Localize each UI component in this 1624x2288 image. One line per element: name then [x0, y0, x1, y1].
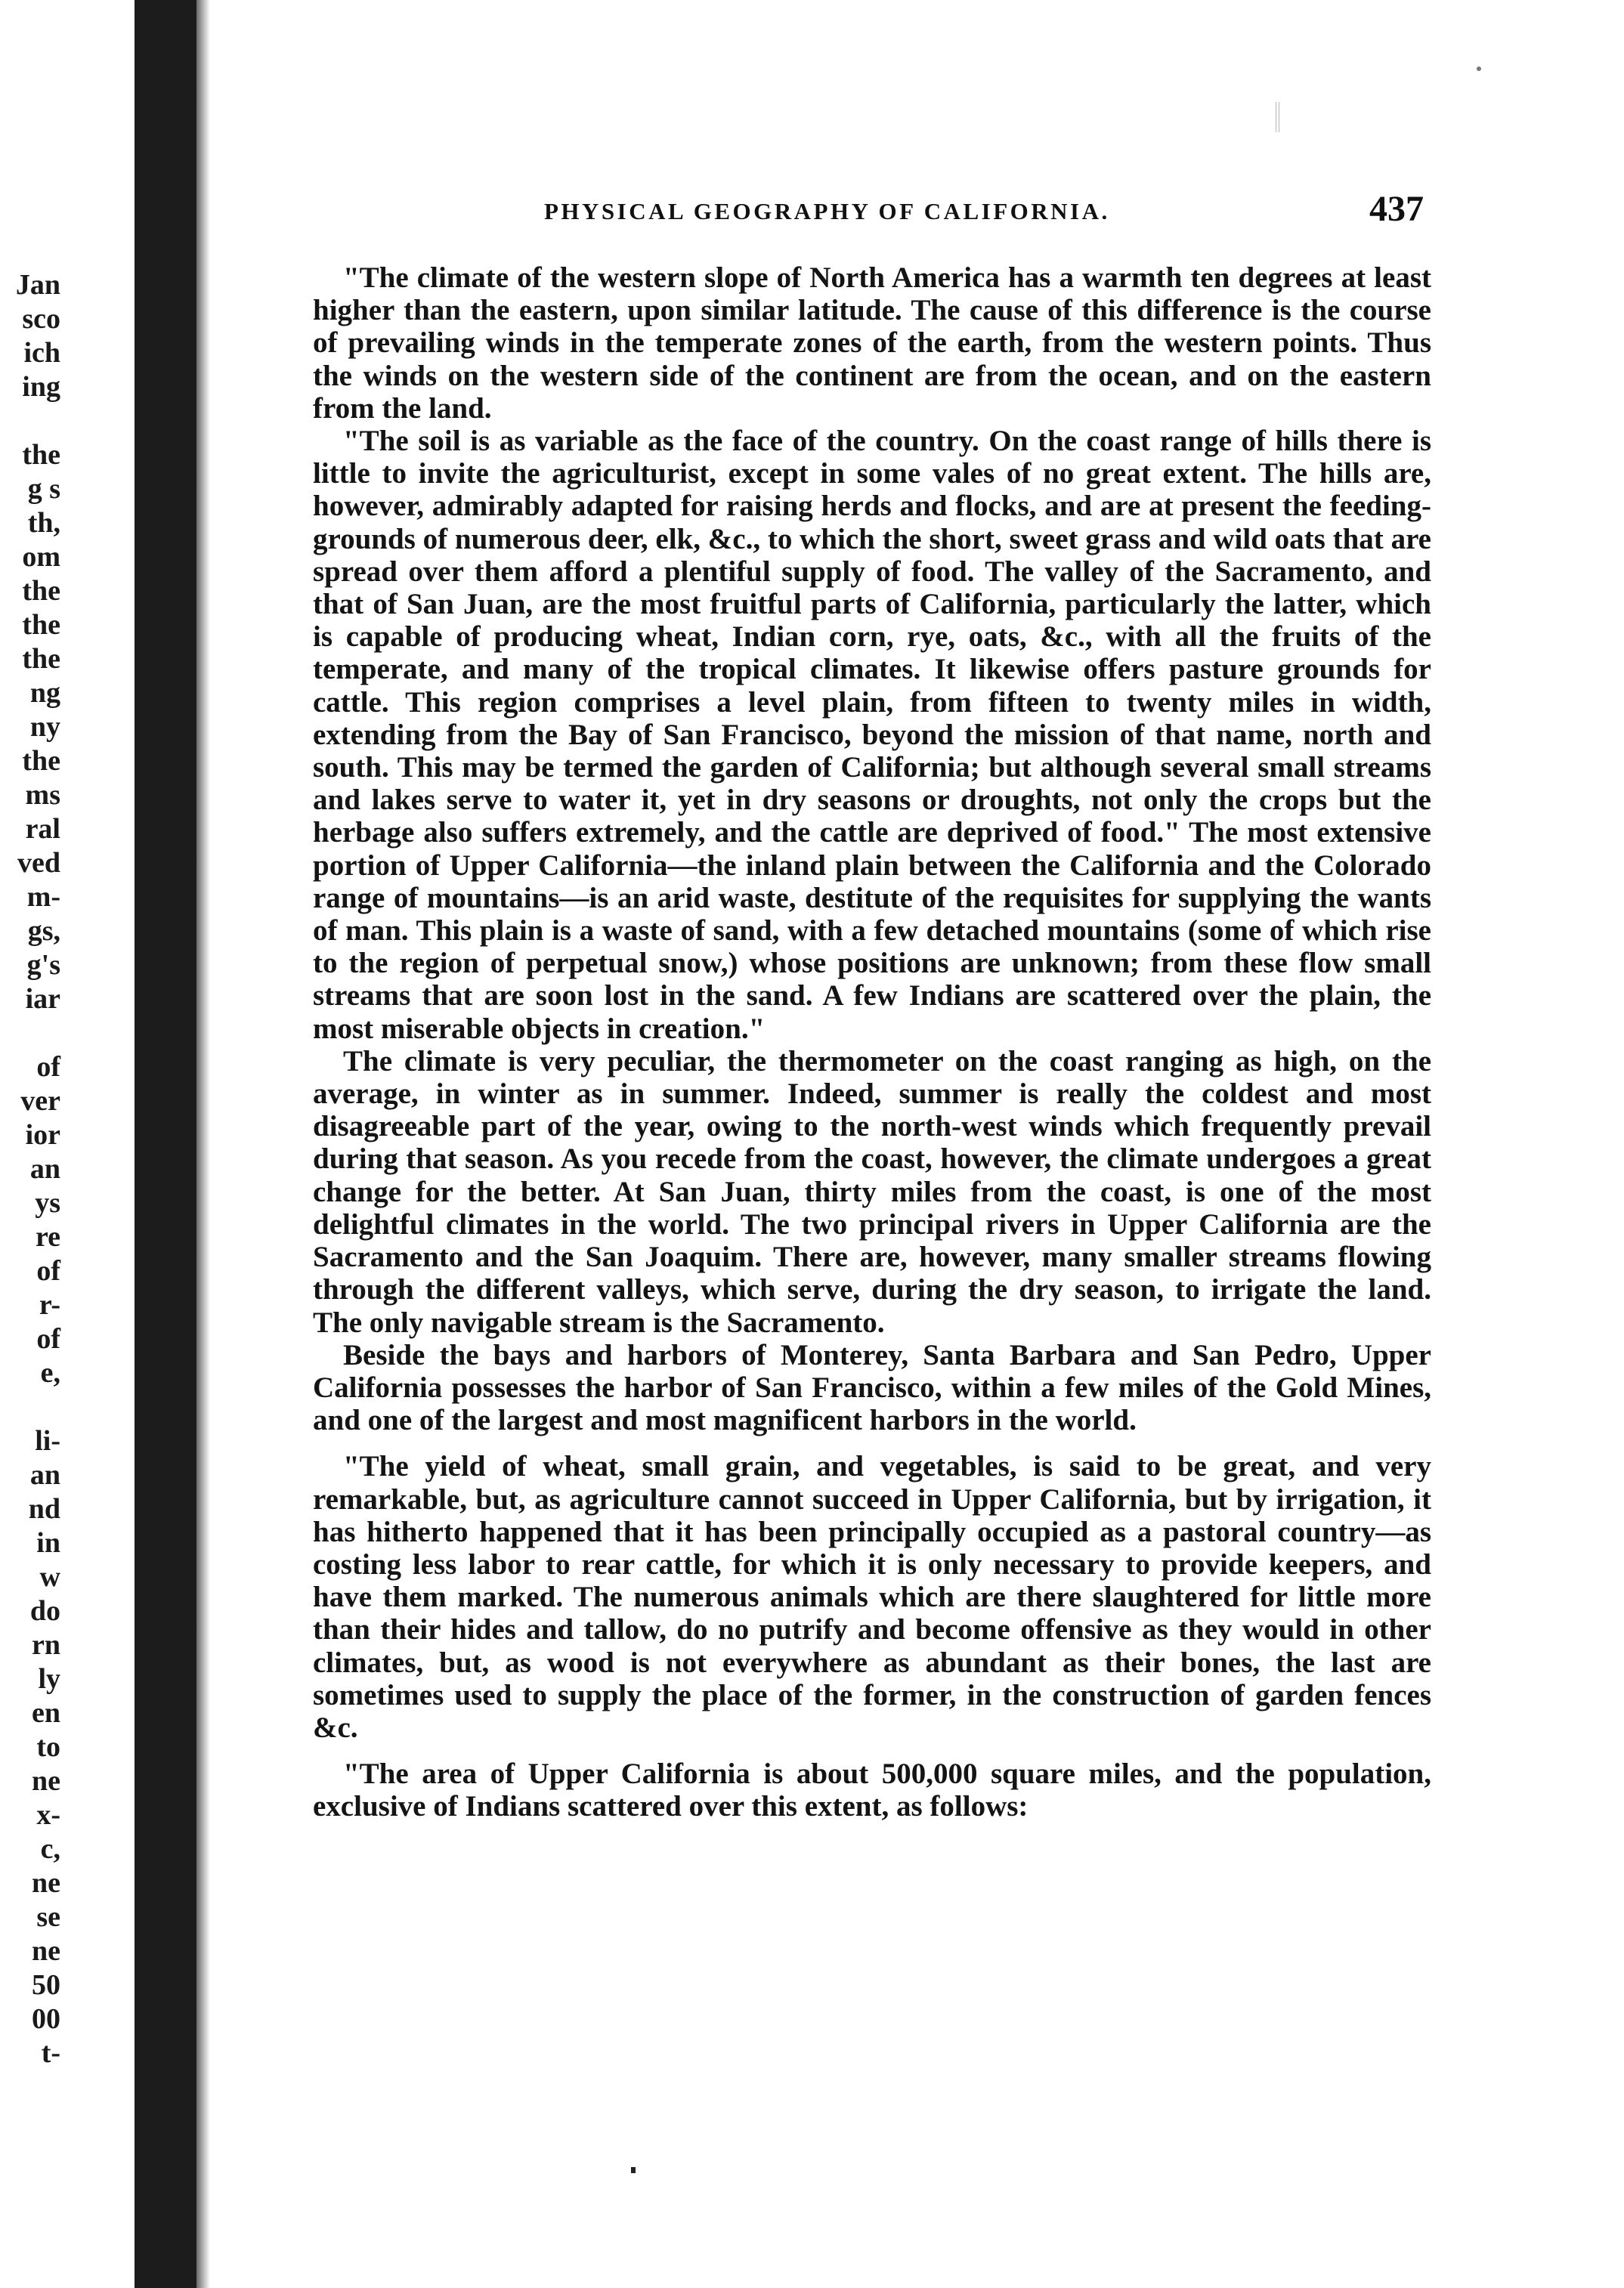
fragment: gs,: [27, 915, 60, 947]
fragment: c,: [40, 1833, 60, 1865]
scan-speck: [631, 2167, 636, 2173]
fragment: 00: [32, 2003, 60, 2035]
fragment: the: [22, 609, 60, 641]
fragment: om: [22, 541, 60, 573]
fragment: t-: [41, 2037, 60, 2069]
fragment: ior: [25, 1119, 60, 1151]
fragment: iar: [25, 983, 60, 1015]
fragment: ne: [32, 1867, 60, 1899]
fragment: [0, 1390, 60, 1424]
fragment: ly: [38, 1663, 60, 1695]
fragment: ys: [35, 1187, 60, 1219]
fragment: ral: [25, 813, 60, 845]
fragment: [0, 1016, 60, 1050]
fragment: rn: [32, 1629, 60, 1661]
fragment: ich: [23, 337, 60, 369]
fragment: ne: [32, 1935, 60, 1967]
fragment: li-: [35, 1425, 60, 1457]
fragment: w: [39, 1561, 60, 1593]
fragment: the: [22, 575, 60, 607]
page-body: [313, 261, 1431, 1823]
fragment: of: [36, 1255, 60, 1287]
running-title: PHYSICAL GEOGRAPHY OF CALIFORNIA.: [544, 198, 1110, 224]
fragment: m-: [26, 881, 60, 913]
paragraph: "The soil is as variable as the face of the country. On the coast range of hills there is little to invite the agriculturist, except in some vales of no great extent. The hills are, however, admirably adapted for raising herds and flocks, and are at present the feeding-grounds of numerous deer, elk, &c., to which the short, sweet grass and wild oats that are spread over them afford a plentiful supply of food. The valley of the Sacramento, and that of San Juan, are the most fruitful parts of California, particularly the latter, which is capable of producing wheat, Indian corn, rye, oats, &c., with all the fruits of the temperate, and many of the tropical climates. It likewise offers pasture grounds for cattle. This region comprises a level plain, from fifteen to twenty miles in width, extending from the Bay of San Francisco, beyond the mission of that name, north and south. This may be termed the garden of California; but although several small streams and lakes serve to water it, yet in dry seasons or droughts, not only the crops but the herbage also suffers extremely, and the cattle are deprived of food." The most extensive portion of Upper California—the inland plain between the California and the Colorado range of mountains—is an arid waste, destitute of the requisites for supplying the wants of man. This plain is a waste of sand, with a few detached mountains (some of which rise to the region of perpetual snow,) whose positions are unknown; from these flow small streams that are soon lost in the sand. A few Indians are scattered over the plain, the most miserable objects in creation.": [313, 425, 1431, 1045]
fragment: to: [36, 1731, 60, 1763]
fragment: an: [29, 1459, 60, 1491]
fragment: ne: [32, 1765, 60, 1797]
fragment: [0, 404, 60, 438]
fragment: en: [32, 1697, 60, 1729]
fragment: of: [36, 1323, 60, 1355]
fragment: sco: [22, 303, 60, 335]
fragment: ing: [22, 371, 60, 403]
fragment: 50: [32, 1969, 60, 2001]
paragraph: The climate is very peculiar, the thermometer on the coast ranging as high, on the average, in winter as in summer. Indeed, summer is really the coldest and most disagreeable part of the year, owing to the north-west winds which frequently prevail during that season. As you recede from the coast, however, the climate undergoes a great change for the better. At San Juan, thirty miles from the coast, is one of the most delightful climates in the world. The two principal rivers in Upper California are the Sacramento and the San Joaquim. There are, however, many smaller streams flowing through the different valleys, which serve, during the dry season, to irrigate the land. The only navigable stream is the Sacramento.: [313, 1044, 1431, 1339]
scan-mark: [1276, 102, 1279, 132]
fragment: of: [36, 1051, 60, 1083]
fragment: Jan: [15, 269, 60, 301]
paragraph: "The yield of wheat, small grain, and vegetables, is said to be great, and very remarkable, but, as agriculture cannot succeed in Upper California, but by irrigation, it has hitherto happened that it has been principally occupied as a pastoral country—as costing less labor to rear cattle, for which it is only necessary to provide keepers, and have them marked. The numerous animals which are there slaughtered for little more than their hides and tallow, do no putrify and become offensive as they would in other climates, but, as wood is not everywhere as abundant as their bones, the last are sometimes used to supply the place of the former, in the construction of garden fences &c.: [313, 1450, 1431, 1744]
fragment: r-: [39, 1289, 60, 1321]
fragment: the: [22, 643, 60, 675]
fragment: ng: [29, 677, 60, 709]
fragment: ny: [29, 711, 60, 743]
fragment: the: [22, 439, 60, 471]
fragment: nd: [28, 1493, 60, 1525]
fragment: ved: [17, 847, 60, 879]
fragment: the: [22, 745, 60, 777]
fragment: re: [35, 1221, 60, 1253]
paragraph: Beside the bays and harbors of Monterey, Santa Barbara and San Pedro, Upper California possesses the harbor of San Francisco, within a few miles of the Gold Mines, and one of the largest and most magnificent harbors in the world.: [313, 1338, 1431, 1437]
fragment: e,: [40, 1357, 60, 1389]
fragment: an: [29, 1153, 60, 1185]
fragment: ms: [25, 779, 60, 811]
fragment: do: [29, 1595, 60, 1627]
gutter-shadow: [196, 0, 210, 2288]
fragment: x-: [36, 1799, 60, 1831]
fragment: g s: [27, 473, 60, 505]
facing-page-fragments: [0, 268, 60, 2070]
fragment: g's: [26, 949, 60, 981]
paragraph: "The area of Upper California is about 500,000 square miles, and the population, exclusive of Indians scattered over this extent, as follows:: [313, 1758, 1431, 1823]
scan-speck: [1477, 66, 1481, 71]
paragraph: "The climate of the western slope of North America has a warmth ten degrees at least higher than the eastern, upon similar latitude. The cause of this difference is the course of prevailing winds in the temperate zones of the earth, from the western points. Thus the winds on the western side of the continent are from the ocean, and on the eastern from the land.: [313, 261, 1431, 425]
fragment: th,: [27, 507, 60, 539]
page-number: 437: [1369, 189, 1424, 229]
fragment: ver: [20, 1085, 60, 1117]
fragment: in: [36, 1527, 60, 1559]
book-spine: [135, 0, 196, 2288]
fragment: se: [36, 1901, 60, 1933]
